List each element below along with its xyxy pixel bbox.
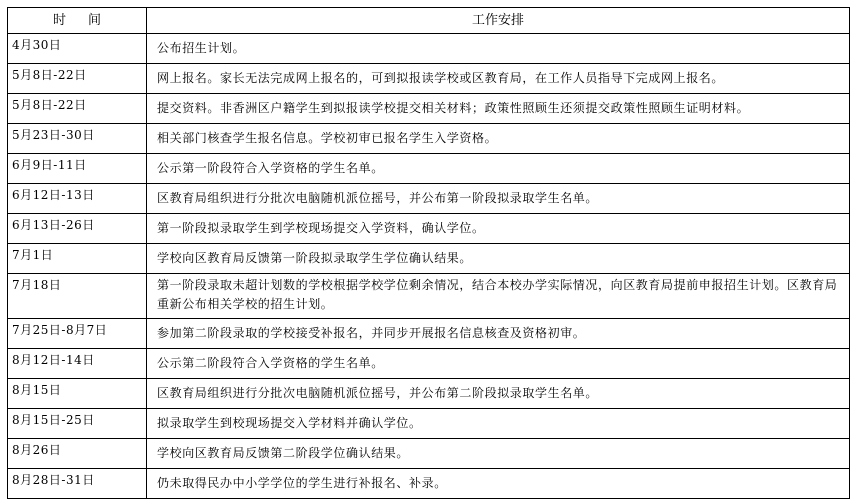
table-row <box>8 34 850 64</box>
row-time-cell: 6月9日-11日 <box>8 154 147 184</box>
row-task-cell: 相关部门核查学生报名信息。学校初审已报名学生入学资格。 <box>147 124 850 154</box>
row-time-cell: 5月8日-22日 <box>8 64 147 94</box>
table-row <box>8 64 850 94</box>
table-row <box>8 94 850 124</box>
row-time-cell: 8月15日-25日 <box>8 409 147 439</box>
row-task-cell: 提交资料。非香洲区户籍学生到拟报读学校提交相关材料；政策性照顾生还须提交政策性照顾生证明材料。 <box>147 94 850 124</box>
row-task-cell: 仍未取得民办中小学学位的学生进行补报名、补录。 <box>147 469 850 499</box>
row-time-cell: 8月15日 <box>8 379 147 409</box>
row-task-cell: 区教育局组织进行分批次电脑随机派位摇号，并公布第一阶段拟录取学生名单。 <box>147 184 850 214</box>
table-row <box>8 379 850 409</box>
header-task: 工作安排 <box>147 8 850 34</box>
table-header <box>8 8 850 34</box>
row-task-cell: 公示第二阶段符合入学资格的学生名单。 <box>147 349 850 379</box>
row-task-cell: 参加第二阶段录取的学校接受补报名，并同步开展报名信息核查及资格初审。 <box>147 319 850 349</box>
row-task-cell: 拟录取学生到校现场提交入学材料并确认学位。 <box>147 409 850 439</box>
row-time-cell: 7月25日-8月7日 <box>8 319 147 349</box>
row-time-cell: 5月8日-22日 <box>8 94 147 124</box>
table-row <box>8 184 850 214</box>
row-task-cell: 区教育局组织进行分批次电脑随机派位摇号，并公布第二阶段拟录取学生名单。 <box>147 379 850 409</box>
table-row <box>8 409 850 439</box>
header-row <box>8 8 850 34</box>
table-row <box>8 214 850 244</box>
row-time-cell: 8月28日-31日 <box>8 469 147 499</box>
header-time: 时间 <box>8 8 147 34</box>
row-task-cell: 学校向区教育局反馈第一阶段拟录取学生学位确认结果。 <box>147 244 850 274</box>
table-row <box>8 319 850 349</box>
row-task-cell: 公布招生计划。 <box>147 34 850 64</box>
table-row <box>8 469 850 499</box>
row-task-cell: 公示第一阶段符合入学资格的学生名单。 <box>147 154 850 184</box>
table-row <box>8 349 850 379</box>
table-body <box>8 34 850 499</box>
row-time-cell: 8月12日-14日 <box>8 349 147 379</box>
row-task-cell: 网上报名。家长无法完成网上报名的，可到拟报读学校或区教育局，在工作人员指导下完成网上报名。 <box>147 64 850 94</box>
row-task-cell: 第一阶段拟录取学生到学校现场提交入学资料，确认学位。 <box>147 214 850 244</box>
row-time-cell: 6月12日-13日 <box>8 184 147 214</box>
table-row <box>8 439 850 469</box>
row-time-cell: 8月26日 <box>8 439 147 469</box>
row-time-cell: 5月23日-30日 <box>8 124 147 154</box>
table-row <box>8 274 850 319</box>
schedule-sheet <box>7 7 850 499</box>
row-time-cell: 7月1日 <box>8 244 147 274</box>
row-task-cell: 第一阶段录取未超计划数的学校根据学校学位剩余情况，结合本校办学实际情况，向区教育局提前申报招生计划。区教育局重新公布相关学校的招生计划。 <box>147 274 850 319</box>
row-time-cell: 6月13日-26日 <box>8 214 147 244</box>
table-row <box>8 154 850 184</box>
row-task-cell: 学校向区教育局反馈第二阶段学位确认结果。 <box>147 439 850 469</box>
table-row <box>8 124 850 154</box>
enrollment-schedule-table <box>7 7 850 499</box>
row-time-cell: 4月30日 <box>8 34 147 64</box>
row-time-cell: 7月18日 <box>8 274 147 319</box>
table-row <box>8 244 850 274</box>
